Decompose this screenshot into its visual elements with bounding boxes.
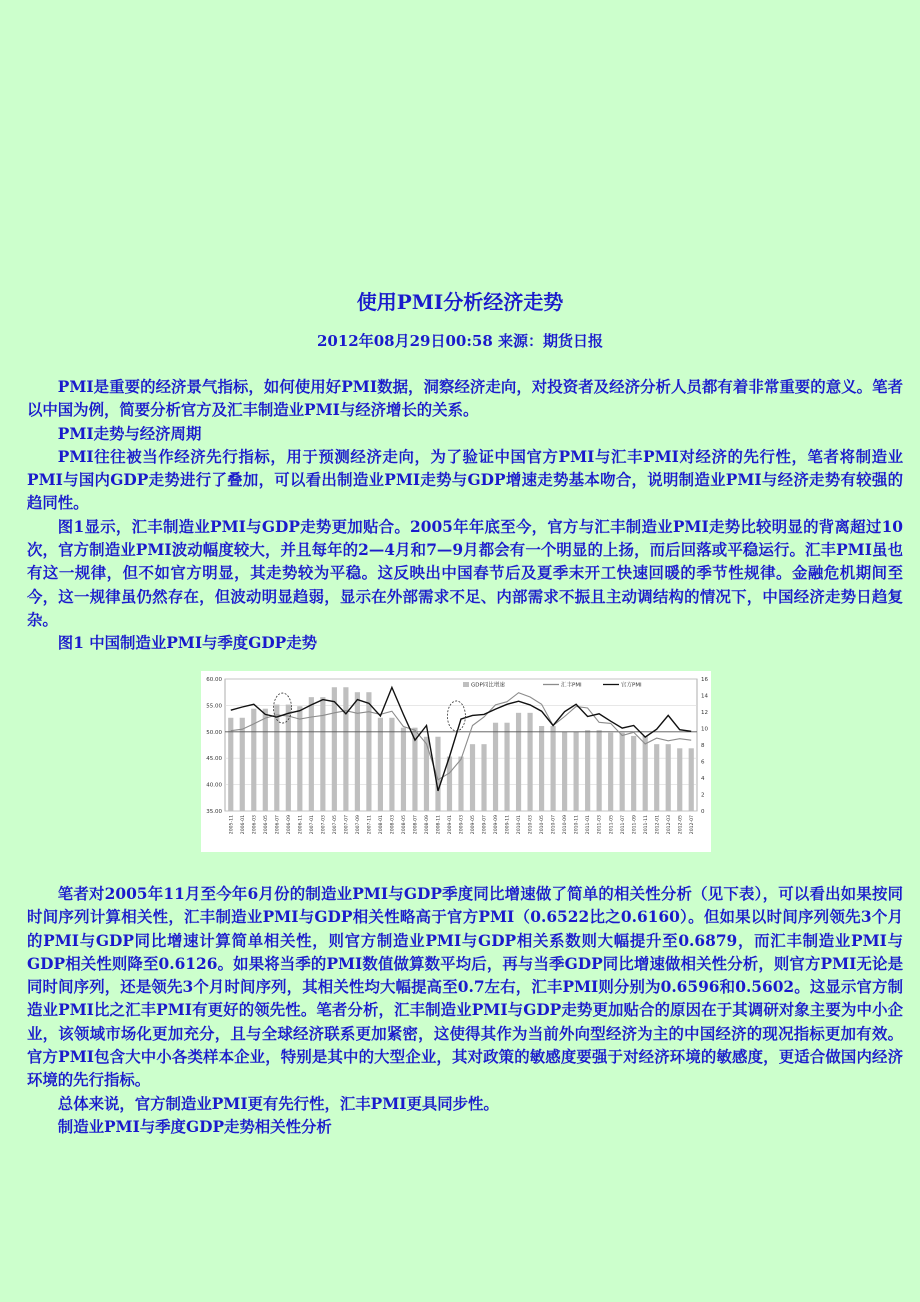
gdp-bar: [286, 705, 291, 811]
x-tick-label: 2007-05: [332, 815, 338, 835]
x-tick-label: 2008-09: [425, 815, 431, 835]
gdp-bar: [608, 733, 613, 811]
article-body-top: [27, 376, 903, 656]
section-heading: PMI走势与经济周期: [57, 424, 202, 443]
legend-label: GDP同比增速: [471, 682, 505, 689]
x-tick-label: 2007-07: [344, 815, 350, 835]
legend-label: 官方PMI: [621, 682, 642, 689]
paragraph-correlation: 笔者对2005年11月至今年6月份的制造业PMI与GDP季度同比增速做了简单的相关性分析（见下表），可以看出如果按同时间序列计算相关性，汇丰制造业PMI与GDP相关性略高于官方PMI（0.6522比之0.6160）。但如果以时间序列领先3个月的PMI与GDP同比增速计算简单相关性，则官方制造业PMI与GDP相关系数则大幅提升至0.6879，而汇丰制造业PMI与GDP相关性则降至0.6126。如果将当季的PMI数值做算数平均后，再与当季GDP同比增速做相关性分析，则官方PMI无论是同时间序列，还是领先3个月时间序列，其相关性均大幅提高至0.7左右，汇丰PMI则分别为0.6596和0.5602。这显示官方制造业PMI比之汇丰PMI有更好的领先性。笔者分析，汇丰制造业PMI与GDP走势更加贴合的原因在于其调研对象主要为中小企业，该领域市场化更加充分，且与全球经济联系更加紧密，这使得其作为当前外向型经济为主的中国经济的现况指标更加有效。官方PMI包含大中小各类样本企业，特别是其中的大型企业，其对政策的敏感度要强于对经济环境的敏感度，更适合做国内经济环境的先行指标。: [27, 885, 903, 1090]
gdp-bar: [562, 732, 567, 811]
gdp-bar: [504, 723, 509, 811]
x-tick-label: 2006-09: [286, 815, 292, 835]
gdp-bar: [297, 706, 302, 811]
x-tick-label: 2006-01: [240, 815, 246, 835]
gdp-bar: [597, 730, 602, 811]
gdp-bar: [355, 692, 360, 811]
x-tick-label: 2009-07: [482, 815, 488, 835]
x-tick-label: 2006-11: [298, 815, 304, 835]
x-tick-label: 2006-07: [275, 815, 281, 835]
x-tick-label: 2006-05: [263, 815, 269, 835]
gdp-bar: [574, 732, 579, 811]
x-tick-label: 2007-11: [367, 815, 373, 835]
gdp-bar: [401, 728, 406, 811]
gdp-bar: [643, 736, 648, 811]
article-body-bottom: [27, 883, 903, 1139]
y-right-tick-label: 6: [701, 759, 705, 766]
x-tick-label: 2010-03: [528, 815, 534, 835]
x-tick-label: 2010-09: [563, 815, 569, 835]
gdp-bar: [366, 692, 371, 811]
x-tick-label: 2007-09: [355, 815, 361, 835]
y-right-tick-label: 16: [701, 677, 708, 683]
y-left-tick-label: 50.00: [206, 729, 222, 736]
x-tick-label: 2010-11: [574, 815, 580, 835]
x-tick-label: 2012-03: [666, 815, 672, 835]
y-right-tick-label: 14: [701, 693, 708, 700]
x-tick-label: 2009-09: [494, 815, 500, 835]
x-tick-label: 2007-01: [309, 815, 315, 835]
x-tick-label: 2011-05: [609, 815, 615, 835]
x-tick-label: 2006-03: [252, 815, 258, 835]
gdp-bar: [470, 744, 475, 811]
pmi-gdp-chart: [201, 671, 711, 852]
x-tick-label: 2012-05: [678, 815, 684, 835]
y-right-tick-label: 0: [701, 809, 705, 815]
x-tick-label: 2011-01: [586, 815, 592, 835]
y-left-tick-label: 40.00: [206, 782, 222, 789]
gdp-bar: [551, 726, 556, 811]
x-tick-label: 2005-11: [229, 815, 235, 835]
x-tick-label: 2007-03: [321, 815, 327, 835]
gdp-bar: [274, 705, 279, 811]
x-tick-label: 2011-11: [643, 815, 649, 835]
chart-svg: [201, 671, 711, 852]
x-tick-label: 2008-01: [379, 815, 385, 835]
figure-caption: 图1 中国制造业PMI与季度GDP走势: [57, 634, 318, 653]
y-left-tick-label: 45.00: [206, 756, 222, 763]
gdp-bar: [631, 736, 636, 811]
y-right-tick-label: 8: [701, 743, 705, 749]
gdp-bar: [689, 748, 694, 811]
x-tick-label: 2009-01: [448, 815, 454, 835]
paragraph-intro: PMI是重要的经济景气指标，如何使用好PMI数据，洞察经济走向，对投资者及经济分析人员都有着非常重要的意义。笔者以中国为例，简要分析官方及汇丰制造业PMI与经济增长的关系。: [27, 378, 903, 420]
y-right-tick-label: 2: [701, 792, 705, 799]
y-right-tick-label: 4: [701, 776, 705, 782]
x-tick-label: 2010-07: [551, 815, 557, 835]
gdp-bar: [585, 730, 590, 811]
gdp-bar: [343, 687, 348, 811]
gdp-bar: [309, 697, 314, 811]
gdp-bar: [481, 744, 486, 811]
legend-swatch: [463, 682, 469, 687]
gdp-bar: [677, 748, 682, 811]
x-tick-label: 2009-05: [471, 815, 477, 835]
x-tick-label: 2008-07: [413, 815, 419, 835]
legend-label: 汇丰PMI: [561, 682, 582, 689]
gdp-bar: [447, 757, 452, 811]
y-right-tick-label: 10: [701, 726, 708, 733]
x-tick-label: 2010-01: [517, 815, 523, 835]
y-left-tick-label: 55.00: [206, 703, 222, 710]
y-left-tick-label: 35.00: [206, 809, 222, 815]
gdp-bar: [332, 687, 337, 811]
gdp-bar: [654, 744, 659, 811]
y-right-tick-label: 12: [701, 710, 708, 716]
x-tick-label: 2008-05: [402, 815, 408, 835]
x-tick-label: 2009-11: [505, 815, 511, 835]
gdp-bar: [493, 723, 498, 811]
gdp-bar: [263, 709, 268, 811]
x-tick-label: 2008-11: [436, 815, 442, 835]
gdp-bar: [666, 744, 671, 811]
x-tick-label: 2011-09: [632, 815, 638, 835]
gdp-bar: [527, 713, 532, 811]
gdp-bar: [539, 726, 544, 811]
x-tick-label: 2009-03: [459, 815, 465, 835]
paragraph: 图1显示，汇丰制造业PMI与GDP走势更加贴合。2005年年底至今，官方与汇丰制造业PMI走势比较明显的背离超过10次，官方制造业PMI波动幅度较大，并且每年的2—4月和7—9月都会有一个明显的上扬，而后回落或平稳运行。汇丰PMI虽也有这一规律，但不如官方明显，其走势较为平稳。这反映出中国春节后及夏季末开工快速回暖的季节性规律。金融危机期间至今，这一规律虽仍然存在，但波动明显趋弱，显示在外部需求不足、内部需求不振且主动调结构的情况下，中国经济走势日趋复杂。: [27, 517, 903, 629]
dateline: 2012年08月29日00:58 来源：期货日报: [316, 332, 603, 350]
x-tick-label: 2011-07: [620, 815, 626, 835]
gdp-bar: [320, 697, 325, 811]
table-heading: 制造业PMI与季度GDP走势相关性分析: [57, 1117, 332, 1136]
x-tick-label: 2012-01: [655, 815, 661, 835]
x-tick-label: 2011-03: [597, 815, 603, 835]
y-left-tick-label: 60.00: [206, 677, 222, 683]
gdp-bar: [620, 733, 625, 811]
paragraph: PMI往往被当作经济先行指标，用于预测经济走向，为了验证中国官方PMI与汇丰PMI对经济的先行性，笔者将制造业PMI与国内GDP走势进行了叠加，可以看出制造业PMI走势与GDP增速走势基本吻合，说明制造业PMI与经济走势有较强的趋同性。: [27, 447, 903, 513]
page-title: 使用PMI分析经济走势: [356, 290, 564, 314]
paragraph-summary: 总体来说，官方制造业PMI更有先行性，汇丰PMI更具同步性。: [57, 1094, 499, 1113]
gdp-bar: [458, 757, 463, 811]
gdp-bar: [516, 713, 521, 811]
x-tick-label: 2012-07: [689, 815, 695, 835]
x-tick-label: 2008-03: [390, 815, 396, 835]
x-tick-label: 2010-05: [540, 815, 546, 835]
